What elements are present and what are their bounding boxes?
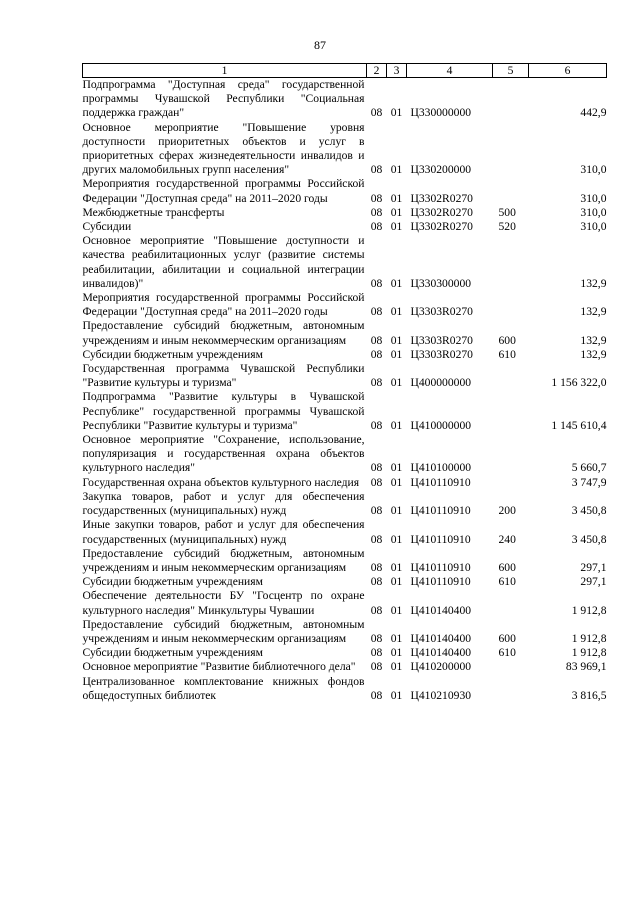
amount-cell: 3 450,8	[571, 532, 607, 546]
expense-type-cell: 600	[498, 560, 516, 574]
section-cell: 08	[370, 532, 383, 546]
item-name-cell: Субсидии бюджетным учреждениям	[82, 646, 263, 660]
item-name-cell: Субсидии бюджетным учреждениям	[82, 575, 263, 589]
amount-cell: 442,9	[580, 106, 607, 120]
expense-type-cell	[493, 476, 529, 490]
target-article-cell: Ц400000000	[410, 376, 472, 390]
target-article-cell: Ц410210930	[410, 688, 472, 702]
table-row	[83, 675, 607, 703]
expense-type-cell	[493, 433, 529, 476]
expense-type-cell	[493, 660, 529, 674]
section-cell: 08	[370, 461, 383, 475]
header-col-1: 1	[83, 64, 367, 78]
table-row	[83, 433, 607, 476]
subsection-cell: 01	[390, 603, 403, 617]
target-article-cell: Ц3303R0270	[410, 305, 473, 319]
page-number: 87	[314, 38, 326, 52]
target-article-cell: Ц410110910	[410, 504, 471, 518]
budget-table	[82, 63, 607, 703]
item-name-cell: Обеспечение деятельности БУ "Госцентр по охране культурного наследия" Минкультуры Чувашии	[82, 589, 365, 617]
item-name-cell: Мероприятия государственной программы Российской Федерации "Доступная среда" на 2011–2020 годы	[82, 291, 365, 319]
subsection-cell: 01	[390, 475, 403, 489]
table-row	[83, 78, 607, 121]
amount-cell: 310,0	[580, 163, 607, 177]
amount-cell: 1 912,8	[571, 646, 607, 660]
table-body	[83, 78, 607, 703]
section-cell: 08	[370, 347, 383, 361]
subsection-cell: 01	[390, 333, 403, 347]
subsection-cell: 01	[390, 504, 403, 518]
section-cell: 08	[370, 560, 383, 574]
item-name-cell: Предоставление субсидий бюджетным, автономным учреждениям и иным некоммерческим организациям	[82, 617, 365, 645]
item-name-cell: Закупка товаров, работ и услуг для обеспечения государственных (муниципальных) нужд	[82, 489, 365, 518]
amount-cell: 1 145 610,4	[551, 418, 607, 432]
subsection-cell: 01	[390, 305, 403, 319]
header-col-5: 5	[493, 64, 529, 78]
item-name-cell: Иные закупки товаров, работ и услуг для обеспечения государственных (муниципальных) нужд	[82, 518, 365, 546]
section-cell: 08	[370, 376, 383, 390]
amount-cell: 1 912,8	[571, 631, 607, 645]
table-row	[83, 362, 607, 390]
target-article-cell: Ц330200000	[410, 163, 472, 177]
item-name-cell: Основное мероприятие "Сохранение, использование, популяризация и государственная охрана объектов культурного наследия"	[82, 433, 365, 475]
amount-cell: 83 969,1	[565, 660, 607, 674]
section-cell: 08	[370, 305, 383, 319]
target-article-cell: Ц410140400	[410, 631, 472, 645]
expense-type-cell	[493, 589, 529, 617]
target-article-cell: Ц410110910	[410, 532, 471, 546]
target-article-cell: Ц410110910	[410, 475, 471, 489]
subsection-cell: 01	[390, 575, 403, 589]
target-article-cell: Ц3302R0270	[410, 191, 473, 205]
item-name-cell: Подпрограмма "Доступная среда" государственной программы Чувашской Республики "Социальная поддержка граждан"	[82, 78, 365, 120]
section-cell: 08	[370, 475, 383, 489]
amount-cell: 3 747,9	[571, 475, 607, 489]
expense-type-cell: 200	[498, 504, 516, 518]
item-name-cell: Мероприятия государственной программы Российской Федерации "Доступная среда" на 2011–2020 годы	[82, 177, 365, 205]
item-name-cell: Предоставление субсидий бюджетным, автономным учреждениям и иным некоммерческим организациям	[82, 319, 365, 347]
target-article-cell: Ц410110910	[410, 575, 471, 589]
section-cell: 08	[370, 575, 383, 589]
section-cell: 08	[370, 504, 383, 518]
item-name-cell: Межбюджетные трансферты	[82, 205, 225, 219]
amount-cell: 310,0	[580, 220, 607, 234]
section-cell: 08	[370, 418, 383, 432]
expense-type-cell	[493, 121, 529, 178]
header-col-2: 2	[367, 64, 387, 78]
table-row	[83, 646, 607, 660]
table-row	[83, 547, 607, 575]
section-cell: 08	[370, 191, 383, 205]
subsection-cell: 01	[390, 205, 403, 219]
section-cell: 08	[370, 603, 383, 617]
section-cell: 08	[370, 205, 383, 219]
target-article-cell: Ц410140400	[410, 603, 472, 617]
section-cell: 08	[370, 106, 383, 120]
amount-cell: 132,9	[580, 305, 607, 319]
target-article-cell: Ц410110910	[410, 560, 471, 574]
table-row	[83, 390, 607, 433]
target-article-cell: Ц3302R0270	[410, 220, 473, 234]
table-row	[83, 220, 607, 234]
target-article-cell: Ц410200000	[410, 660, 472, 674]
subsection-cell: 01	[390, 347, 403, 361]
amount-cell: 132,9	[580, 276, 607, 290]
subsection-cell: 01	[390, 276, 403, 290]
expense-type-cell: 240	[498, 532, 516, 546]
expense-type-cell: 610	[498, 575, 516, 589]
expense-type-cell	[493, 675, 529, 703]
subsection-cell: 01	[390, 220, 403, 234]
subsection-cell: 01	[390, 660, 403, 674]
expense-type-cell: 600	[498, 631, 516, 645]
target-article-cell: Ц3303R0270	[410, 333, 473, 347]
item-name-cell: Государственная охрана объектов культурного наследия	[82, 475, 360, 489]
subsection-cell: 01	[390, 688, 403, 702]
table-row	[83, 177, 607, 205]
subsection-cell: 01	[390, 191, 403, 205]
item-name-cell: Основное мероприятие "Развитие библиотечного дела"	[82, 660, 356, 674]
table-row	[83, 490, 607, 518]
item-name-cell: Централизованное комплектование книжных фондов общедоступных библиотек	[82, 674, 365, 702]
section-cell: 08	[370, 660, 383, 674]
subsection-cell: 01	[390, 106, 403, 120]
section-cell: 08	[370, 333, 383, 347]
expense-type-cell	[493, 177, 529, 205]
table-row	[83, 618, 607, 646]
item-name-cell: Основное мероприятие "Повышение доступности и качества реабилитационных услуг (развитие системы реабилитации, абилитации и социальной интеграции инвалидов)"	[82, 234, 365, 290]
section-cell: 08	[370, 688, 383, 702]
target-article-cell: Ц410140400	[410, 646, 472, 660]
table-row	[83, 206, 607, 220]
table-row	[83, 476, 607, 490]
target-article-cell: Ц330000000	[410, 106, 472, 120]
item-name-cell: Подпрограмма "Развитие культуры в Чувашской Республике" государственной программы Чувашской Республики "Развитие культуры и туризма"	[82, 390, 365, 432]
amount-cell: 132,9	[580, 347, 607, 361]
expense-type-cell	[493, 362, 529, 390]
expense-type-cell: 500	[498, 205, 516, 219]
section-cell: 08	[370, 276, 383, 290]
target-article-cell: Ц3303R0270	[410, 347, 473, 361]
expense-type-cell: 610	[498, 646, 516, 660]
target-article-cell: Ц410000000	[410, 418, 472, 432]
subsection-cell: 01	[390, 646, 403, 660]
expense-type-cell	[493, 390, 529, 433]
subsection-cell: 01	[390, 631, 403, 645]
expense-type-cell: 520	[498, 220, 516, 234]
table-row	[83, 121, 607, 178]
header-col-4: 4	[407, 64, 493, 78]
section-cell: 08	[370, 163, 383, 177]
header-col-3: 3	[387, 64, 407, 78]
section-cell: 08	[370, 631, 383, 645]
item-name-cell: Субсидии	[82, 220, 132, 234]
table-row	[83, 575, 607, 589]
table-row	[83, 234, 607, 291]
item-name-cell: Предоставление субсидий бюджетным, автономным учреждениям и иным некоммерческим организациям	[82, 546, 365, 574]
amount-cell: 297,1	[580, 575, 607, 589]
header-col-6: 6	[529, 64, 607, 78]
amount-cell: 3 450,8	[571, 504, 607, 518]
amount-cell: 132,9	[580, 333, 607, 347]
item-name-cell: Основное мероприятие "Повышение уровня доступности приоритетных объектов и услуг в приоритетных сферах жизнедеятельности инвалидов и других маломобильных групп населения"	[82, 120, 365, 177]
expense-type-cell	[493, 234, 529, 291]
expense-type-cell	[493, 78, 529, 121]
subsection-cell: 01	[390, 376, 403, 390]
target-article-cell: Ц410100000	[410, 461, 472, 475]
expense-type-cell	[493, 291, 529, 319]
amount-cell: 1 156 322,0	[551, 376, 607, 390]
table-row	[83, 518, 607, 546]
section-cell: 08	[370, 646, 383, 660]
section-cell: 08	[370, 220, 383, 234]
amount-cell: 1 912,8	[571, 603, 607, 617]
target-article-cell: Ц330300000	[410, 276, 472, 290]
amount-cell: 297,1	[580, 560, 607, 574]
amount-cell: 3 816,5	[571, 688, 607, 702]
subsection-cell: 01	[390, 532, 403, 546]
table-row	[83, 291, 607, 319]
table-row	[83, 589, 607, 617]
amount-cell: 5 660,7	[571, 461, 607, 475]
item-name-cell: Государственная программа Чувашской Республики "Развитие культуры и туризма"	[82, 362, 365, 390]
item-name-cell: Субсидии бюджетным учреждениям	[82, 347, 263, 361]
amount-cell: 310,0	[580, 205, 607, 219]
header-row	[83, 64, 607, 78]
table-row	[83, 319, 607, 347]
expense-type-cell: 610	[498, 347, 516, 361]
table-row	[83, 660, 607, 674]
subsection-cell: 01	[390, 163, 403, 177]
expense-type-cell: 600	[498, 333, 516, 347]
subsection-cell: 01	[390, 461, 403, 475]
table-row	[83, 348, 607, 362]
target-article-cell: Ц3302R0270	[410, 205, 473, 219]
subsection-cell: 01	[390, 560, 403, 574]
amount-cell: 310,0	[580, 191, 607, 205]
subsection-cell: 01	[390, 418, 403, 432]
